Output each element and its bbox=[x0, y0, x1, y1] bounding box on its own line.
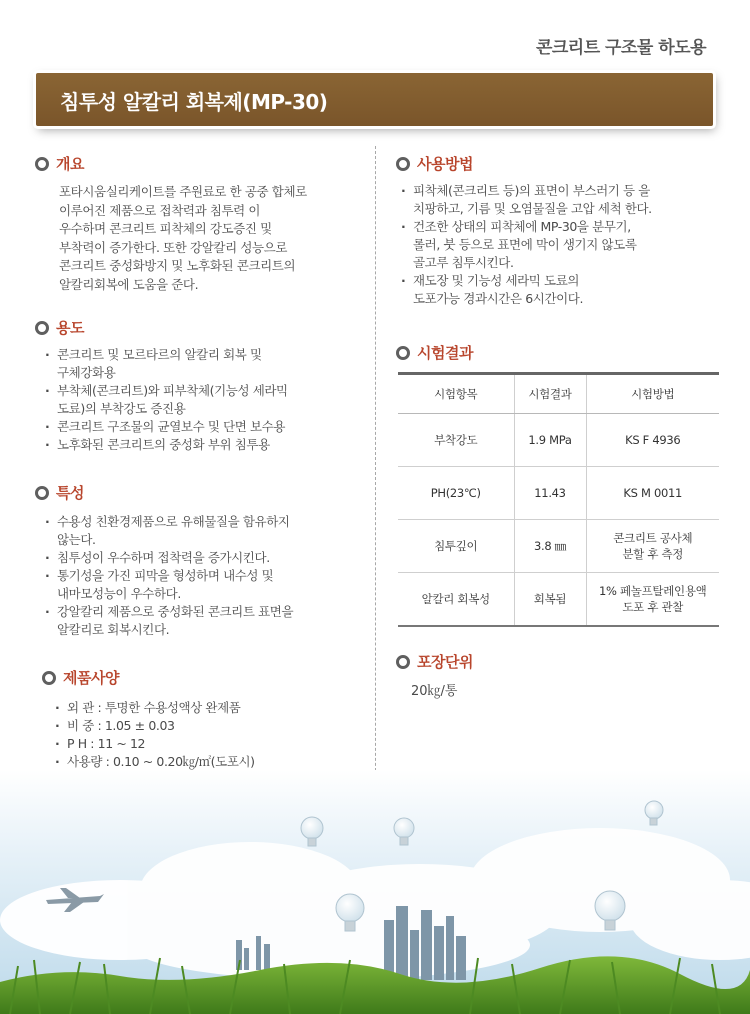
list-item: · 통기성을 가진 피막을 형성하며 내수성 및 내마모성능이 우수하다. bbox=[45, 567, 293, 603]
overview-text bbox=[59, 183, 307, 294]
list-item: · 건조한 상태의 피착체에 MP-30을 분무기, 롤러, 붓 등으로 표면에 막이 생기지 않도록 골고루 침투시킨다. bbox=[401, 218, 652, 272]
overview-line: 포타시움실리케이트를 주원료로 한 공중 합체로 bbox=[59, 184, 307, 199]
test-result-cell: 회복됨 bbox=[514, 573, 586, 626]
circle-bullet-icon bbox=[396, 157, 410, 171]
list-item: · 수용성 친환경제품으로 유해물질을 함유하지 않는다. bbox=[45, 513, 293, 549]
table-row bbox=[398, 414, 719, 467]
page-category: 콘크리트 구조물 하도용 bbox=[535, 38, 706, 58]
overview-heading: 개요 bbox=[35, 153, 84, 174]
list-item: · 콘크리트 및 모르타르의 알칼리 회복 및 구체강화용 bbox=[45, 346, 288, 382]
test-result-cell: 11.43 bbox=[514, 467, 586, 520]
test-item-cell: 부착강도 bbox=[398, 414, 514, 467]
overview-line: 우수하며 콘크리트 피착체의 강도증진 및 bbox=[59, 221, 272, 236]
column-header: 시험항목 bbox=[398, 374, 514, 414]
column-header: 시험결과 bbox=[514, 374, 586, 414]
table-row bbox=[398, 467, 719, 520]
test-item-cell: 침투깊이 bbox=[398, 520, 514, 573]
test-method-cell: 콘크리트 공사체 분할 후 측정 bbox=[586, 520, 719, 573]
test-result-cell: 1.9 MPa bbox=[514, 414, 586, 467]
circle-bullet-icon bbox=[35, 321, 49, 335]
column-header: 시험방법 bbox=[586, 374, 719, 414]
features-heading: 특성 bbox=[35, 482, 84, 503]
list-item: · 강알칼리 제품으로 중성화된 콘크리트 표면을 알칼리로 회복시킨다. bbox=[45, 603, 293, 639]
packaging-heading: 포장단위 bbox=[396, 651, 473, 672]
overview-line: 이루어진 제품으로 접착력과 침투력 이 bbox=[59, 202, 261, 218]
overview-line: 콘크리트 중성화방지 및 노후화된 콘크리트의 bbox=[59, 258, 296, 273]
overview-line: 알칼리회복에 도움을 준다. bbox=[59, 276, 199, 292]
list-item: · 사용량 : 0.10 ~ 0.20㎏/㎡(도포시) bbox=[55, 753, 255, 771]
overview-line: 부착력이 증가한다. 또한 강알칼리 성능으로 bbox=[59, 239, 288, 255]
list-item: · 재도장 및 기능성 세라믹 도료의 도포가능 경과시간은 6시간이다. bbox=[401, 272, 652, 308]
test-item-cell: 알칼리 회복성 bbox=[398, 573, 514, 626]
specs-list bbox=[55, 699, 255, 771]
list-item: · 피착체(콘크리트 등)의 표면이 부스러기 등 을 치팡하고, 기름 및 오염물질을 고압 세척 한다. bbox=[401, 182, 652, 218]
list-item: · P H : 11 ~ 12 bbox=[55, 735, 255, 753]
test-result-cell: 3.8 ㎜ bbox=[514, 520, 586, 573]
list-item: · 침투성이 우수하며 접착력을 증가시킨다. bbox=[45, 549, 293, 567]
circle-bullet-icon bbox=[35, 486, 49, 500]
test-method-cell: KS M 0011 bbox=[586, 467, 719, 520]
test-method-cell: 1% 페놀프탈레인용액 도포 후 관찰 bbox=[586, 573, 719, 626]
test-item-cell: PH(23℃) bbox=[398, 467, 514, 520]
test-results-table bbox=[398, 372, 719, 627]
table-header-row bbox=[398, 374, 719, 414]
circle-bullet-icon bbox=[396, 655, 410, 669]
landscape-illustration bbox=[0, 770, 750, 1014]
uses-heading: 용도 bbox=[35, 317, 84, 338]
circle-bullet-icon bbox=[396, 346, 410, 360]
list-item: · 부착체(콘크리트)와 피부착체(기능성 세라믹 도료)의 부착강도 증진용 bbox=[45, 382, 288, 418]
test-method-cell: KS F 4936 bbox=[586, 414, 719, 467]
page-title: 침투성 알칼리 회복제(MP-30) bbox=[60, 90, 328, 114]
circle-bullet-icon bbox=[42, 671, 56, 685]
features-list bbox=[45, 513, 293, 639]
uses-list bbox=[45, 346, 288, 454]
list-item: · 외 관 : 투명한 수용성액상 완제품 bbox=[55, 699, 255, 717]
list-item: · 비 중 : 1.05 ± 0.03 bbox=[55, 717, 255, 735]
table-row bbox=[398, 573, 719, 626]
packaging-value: 20㎏/통 bbox=[411, 684, 458, 699]
list-item: · 콘크리트 구조물의 균열보수 및 단면 보수용 bbox=[45, 418, 288, 436]
usage-list bbox=[401, 182, 652, 308]
circle-bullet-icon bbox=[35, 157, 49, 171]
column-divider bbox=[375, 146, 376, 786]
specs-heading: 제품사양 bbox=[42, 667, 119, 688]
list-item: · 노후화된 콘크리트의 중성화 부위 침투용 bbox=[45, 436, 288, 454]
title-banner bbox=[36, 73, 713, 126]
usage-heading: 사용방법 bbox=[396, 153, 473, 174]
table-row bbox=[398, 520, 719, 573]
test-results-heading: 시험결과 bbox=[396, 342, 473, 363]
